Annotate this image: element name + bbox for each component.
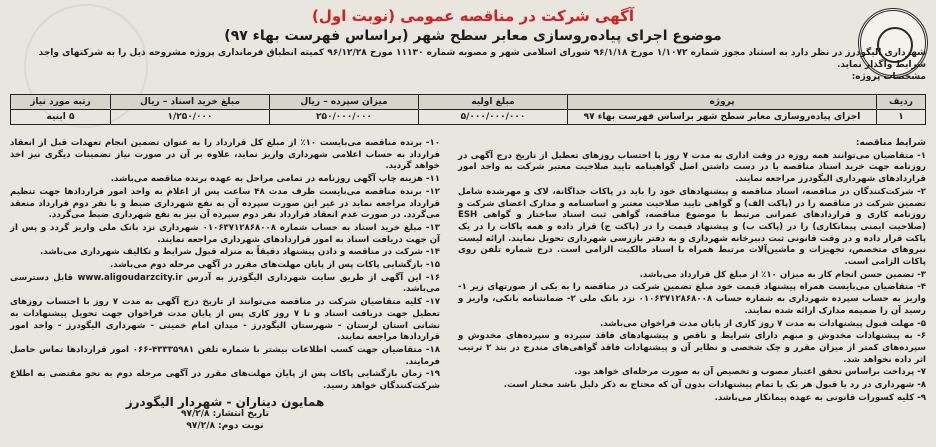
table-cell: ۲۵۰/۰۰۰/۰۰۰ bbox=[270, 110, 419, 125]
condition-item: ۱۱- هزینه چاپ آگهی روزنامه در تمامی مراحل به عهده برنده مناقصه می‌باشد. bbox=[110, 174, 440, 185]
notice-header bbox=[100, 6, 846, 46]
condition-item: ۶- به پیشنهادات مخدوش و مبهم دارای شرایط و ناقص و پیشنهادهای فاقد سپرده و سپرده‌های مخدوش و سپرده‌های کمتر از میزان مقرر و چک شخصی و نظایر آن و پیشنهادات فاقد گواهی‌های مندرج در بند ۲ ترتیب اثر داده نخواهد شد. bbox=[458, 331, 927, 365]
condition-item: ۱۶- این آگهی از طریق سایت شهرداری الیگودرز به آدرس www.aligoudarzcity.ir قابل دسترسی می‌باشد. bbox=[10, 272, 440, 295]
mayor-signature: همایون دیناران - شهردار الیگودرز bbox=[125, 394, 325, 409]
specs-label: مشخصات پروژه: bbox=[851, 72, 926, 82]
condition-item: ۱۴- شرکت در مناقصه و دادن پیشنهاد دقیقاً به منزله قبول شرایط و تکالیف شهرداری می‌باشد. bbox=[39, 247, 440, 258]
notice-title: آگهی شرکت در مناقصه عمومی (نوبت اول) bbox=[312, 7, 634, 25]
condition-item: ۱۳- مبلغ خرید اسناد به حساب شماره ۰۱۰۶۳۷۱۲۸۶۸۰۰۸ شهرداری نزد بانک ملی واریز گردد و پس از آن جهت دریافت اسناد به امور قراردادهای شهرداری مراجعه نمایند. bbox=[10, 222, 440, 245]
table-header-cell: ردیف bbox=[877, 95, 926, 110]
condition-item: ۱۹- زمان بازگشایی پاکات پس از پایان مهلت‌های مقرر در آگهی مرحله دوم به نحو مقتضی به اطلاع شرکت‌کنندگان خواهد رسید. bbox=[10, 369, 440, 392]
condition-item: ۱۷- کلیه متقاضیان شرکت در مناقصه می‌توانند از تاریخ درج آگهی به مدت ۷ روز با احتساب روزهای تعطیل جهت دریافت اسناد و تا ۷ روز کاری پس از پایان مدت فراخوان جهت تحویل پیشنهادات به نشانی استان لرستان - شهرستان الیگودرز - میدان امام خمینی - شهرداری الیگودرز - واحد امور قراردادها مراجعه نمایند. bbox=[10, 297, 440, 343]
condition-item: ۲- شرکت‌کنندگان در مناقصه، اسناد مناقصه و پیشنهادهای خود را باید در پاکات جداگانه، لاک و مهرشده شامل تضمین شرکت در مناقصه را در (پاکت الف) و گواهی تایید صلاحیت معتبر و اساسنامه و مدارک اعضای شرکت و روزنامه کاری و قراردادهای عمرانی مرتبط با موضوع مناقصه، گواهی ثبت اسناد ساختار و گواهی ESH (صلاحیت ایمنی پیمانکاری) را در (پاکت ب) و پیشنهاد قیمت را در (پاکت ج) قرار داده و همه پاکات را در یک پاکت قرار داده و در وقت قانونی ثبت دبیرخانه شهرداری و به دفتر بازرسی شهرداری تحویل نمایند. ارائه لیست نیروهای متخصص، تجهیزات و ماشین‌آلات مرتبط همراه با اسناد مالکیت الزامی است. درج شماره تلفن روی پاکات الزامی است. bbox=[458, 186, 926, 268]
condition-item: ۵- مهلت قبول پیشنهادات به مدت ۷ روز کاری از پایان مدت فراخوان می‌باشد. bbox=[599, 318, 926, 329]
condition-item: ۱۲- برنده مناقصه می‌بایست ظرف مدت ۴۸ ساعت پس از اعلام به واحد امور قراردادها جهت تنظیم قرارداد مراجعه نماید در غیر این صورت سپرده آن به نفع شهرداری ضبط و با نفر دوم قرارداد منعقد می‌گردد. در صورت عدم انعقاد قرارداد نفر دوم سپرده آن نیز به نفع شهرداری ضبط می‌گردد. bbox=[10, 186, 440, 221]
conditions-heading: شرایط مناقصه: bbox=[855, 138, 926, 148]
table-cell: ۵ ابنیه bbox=[11, 110, 111, 125]
notice-intro bbox=[10, 47, 926, 83]
condition-item: ۸- شهرداری در رد یا قبول هر یک یا تمام پیشنهادات بدون آن که محتاج به ذکر دلیل باشد مختار است. bbox=[503, 380, 926, 391]
table-cell: اجرای پیاده‌روسازی معابر سطح شهر براساس فهرست بهاء ۹۷ bbox=[568, 110, 877, 125]
conditions-column-right bbox=[458, 138, 926, 405]
condition-item: ۱۸- متقاضیان جهت کسب اطلاعات بیشتر با شماره تلفن ۴۳۳۳۵۹۸۱-۰۶۶ امور قراردادها تماس حاصل فرمایند. bbox=[10, 344, 440, 367]
condition-item: ۷- پرداخت براساس تحقق اعتبار مصوب و تخصیص آن به صورت مرحله‌ای خواهد بود. bbox=[574, 367, 926, 378]
table-cell: ۱ bbox=[877, 110, 926, 125]
condition-item: ۱۰- برنده مناقصه می‌بایست ۱۰٪ از مبلغ کل قرارداد را به عنوان تضمین انجام تعهدات قبل از انعقاد قرارداد به حساب اعلامی شهرداری واریز نماید، علاوه بر آن در صورت نیاز تضمینات دیگری نیز اخذ خواهد گردید. bbox=[10, 138, 440, 172]
condition-item: ۱- متقاضیان می‌توانند همه روزه در وقت اداری به مدت ۷ روز با احتساب روزهای تعطیل از تاریخ درج آگهی در روزنامه جهت خرید اسناد مناقصه با در دست داشتن اصل گواهینامه تایید صلاحیت معتبر شرکت به واحد امور قراردادهای شهرداری الیگودرز مراجعه نمایند. bbox=[458, 150, 926, 185]
table-cell: ۱/۲۵۰/۰۰۰ bbox=[111, 110, 270, 125]
publish-date-second: نوبت دوم: ۹۷/۲/۸ bbox=[186, 421, 264, 432]
condition-item: ۹- کلیه کسورات قانونی به عهده پیمانکار می‌باشد. bbox=[714, 392, 926, 403]
project-table bbox=[10, 94, 926, 125]
table-cell: ۵/۰۰۰/۰۰۰/۰۰۰ bbox=[419, 110, 568, 125]
table-header-cell: رتبه مورد نیاز bbox=[11, 95, 111, 110]
table-header-cell: میزان سپرده – ریال bbox=[270, 95, 419, 110]
condition-item: ۴- متقاضیان می‌بایست همراه پیشنهاد قیمت خود مبلغ تضمین شرکت در مناقصه را به یکی از صورتهای زیر ۱- واریز به حساب سپرده شهرداری به شماره حساب ۰۱۰۶۳۷۱۲۸۶۸۰۰۸ نزد بانک ملی ۲- ضمانتنامه بانکی، واریز و رسید آن را ضمیمه مدارک ارائه شده نمایند. bbox=[458, 282, 926, 316]
notice-body bbox=[10, 138, 926, 443]
intro-text: شهرداری الیگودرز در نظر دارد به استناد مجوز شماره ۱/۱۰۷۲ مورخ ۹۶/۱/۱۸ شورای اسلامی شهر و مصوبه شماره ۱۱۱۳۰ مورخ ۹۶/۱۲/۲۸ کمیته انطباق فرمانداری پروژه مشروحه ذیل را به شرکتهای واجد شرایط واگذار نماید. bbox=[38, 48, 926, 70]
notice-subject: موضوع اجرای پیاده‌روسازی معابر سطح شهر (براساس فهرست بهاء ۹۷) bbox=[224, 28, 722, 44]
table-header-cell: مبلغ خرید اسناد – ریال bbox=[111, 95, 270, 110]
conditions-column-left bbox=[10, 138, 440, 432]
condition-item: ۳- تضمین حسن انجام کار به میزان ۱۰٪ از مبلغ کل قرارداد می‌باشد. bbox=[639, 269, 926, 280]
table-header-cell: مبلغ اولیه bbox=[419, 95, 568, 110]
table-row bbox=[11, 110, 926, 125]
table-header-cell: پروژه bbox=[568, 95, 877, 110]
condition-item: ۱۵- بازگشایی پاکات پس از پایان مهلت‌های مقرر در آگهی مرحله دوم می‌باشد. bbox=[110, 260, 440, 271]
table-header-row bbox=[11, 95, 926, 110]
publish-date-first: تاریخ انتشار: ۹۷/۲/۸ bbox=[180, 409, 270, 420]
